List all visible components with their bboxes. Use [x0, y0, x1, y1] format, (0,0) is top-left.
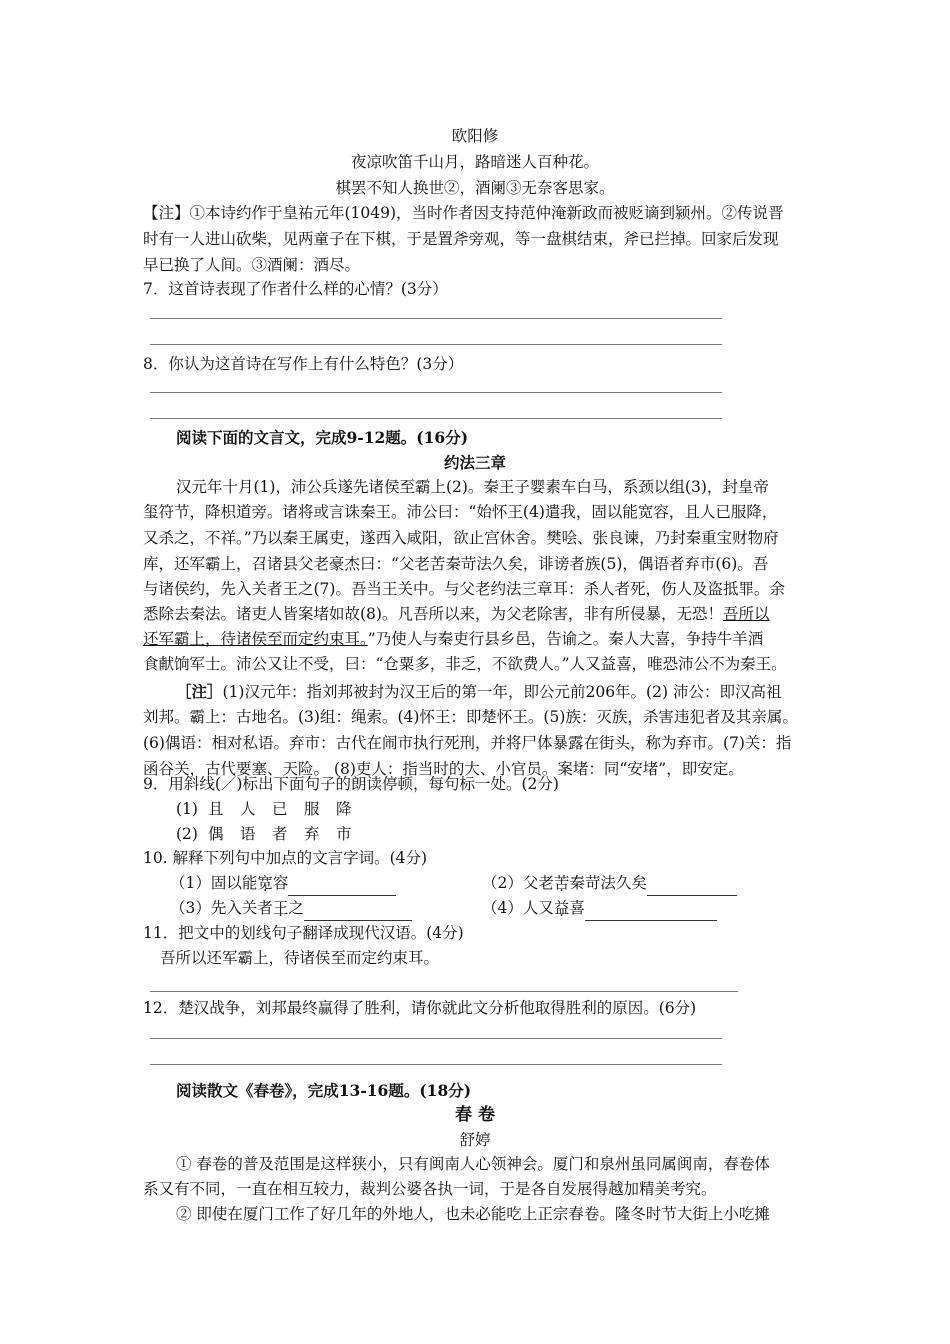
question-8: 8．你认为这首诗在写作上有什么特色？(3分） [143, 355, 464, 373]
q9-s2-char: 语 [240, 825, 256, 843]
question-10: 10. 解释下列句中加点的文言字词。(4分) [143, 849, 428, 867]
answer-line-q12-1[interactable] [150, 1038, 722, 1039]
q10-c-post: 之 [288, 899, 304, 917]
q10-c-dotted-char: 王 [272, 899, 289, 917]
q10-c-pre: 先入关者 [210, 899, 273, 917]
q9-s1-char: 且 [208, 800, 224, 818]
poem-note-1: 【注】①本诗约作于皇祐元年(1049)，当时作者因支持范仲淹新政而被贬谪到颍州。②传说晋 [143, 204, 784, 222]
classical-line-6 [143, 602, 769, 627]
q9-s2-char: 弃 [304, 825, 320, 843]
q10-d-post: 喜 [569, 899, 585, 917]
question-11: 11．把文中的划线句子翻译成现代汉语。(4分) [143, 924, 464, 942]
q9-s1-char: 服 [304, 800, 320, 818]
essay-para-1-line-1: ① 春卷的普及范围是这样狭小，只有闽南人心领神会。厦门和泉州虽同属闽南，春卷体 [176, 1155, 770, 1173]
poem-line-1: 夜凉吹笛千山月，路暗迷人百种花。 [350, 153, 599, 171]
essay-author: 舒婷 [459, 1131, 491, 1149]
answer-line-q11[interactable] [150, 991, 738, 992]
q10-b-blank[interactable] [647, 879, 737, 896]
q9-sentence-1[interactable] [176, 797, 368, 822]
poem-line-2: 棋罢不知人换世②，酒阑③无奈客思家。 [335, 179, 615, 197]
essay-para-2-line-1: ② 即使在厦门工作了好几年的外地人，也未必能吃上正宗春卷。隆冬时节大街上小吃摊 [176, 1205, 770, 1223]
essay-heading: 阅读散文《春卷》，完成13-16题。(18分) [176, 1081, 472, 1100]
classical-note-4: 函谷关，古代要塞、天险。 (8)吏人：指当时的大、小官员。案堵：同“安堵”，即安定。 [143, 760, 744, 778]
underlined-sentence-part-1: 吾所以 [722, 605, 770, 623]
q9-s1-char: 降 [336, 800, 352, 818]
q9-s1-char: 已 [272, 800, 288, 818]
classical-line-6-text: 悉除去秦法。诸吏人皆案堵如故(8)。凡吾所以来，为父老除害，非有所侵暴，无恐！ [143, 605, 723, 623]
q10-d-num: （4） [482, 899, 523, 917]
classical-heading: 阅读下面的文言文，完成9-12题。(16分) [176, 428, 469, 447]
poem-note-3: 早已换了人间。③酒阑：酒尽。 [143, 256, 361, 274]
q11-sentence: 吾所以还军霸上，待诸侯至而定约束耳。 [160, 949, 440, 967]
question-9: 9．用斜线(／)标出下面句子的朗读停顿，每句标一处。(2分) [143, 775, 559, 793]
classical-line-1: 汉元年十月(1)，沛公兵遂先诸侯至霸上(2)。秦王子婴素车白马，系颈以组(3)，封皇帝 [176, 478, 769, 496]
answer-line-q7-2[interactable] [150, 344, 722, 345]
q10-item-4 [482, 896, 717, 921]
classical-note-1-text: (1)汉元年：指刘邦被封为汉王后的第一年，即公元前206年。(2) 沛公：即汉高祖 [222, 683, 782, 701]
q9-s1-num: (1) [176, 800, 198, 818]
classical-line-3: 又杀之，不祥。”乃以秦王属吏，遂西入咸阳，欲止宫休舍。樊哙、张良谏，乃封秦重宝财物府 [143, 529, 779, 547]
q10-c-num: （3） [170, 899, 211, 917]
essay-para-1-line-2: 系又有不同，一直在相互较力，裁判公婆各执一词，于是各自发展得越加精美考究。 [143, 1180, 717, 1198]
q10-a-post: 容 [272, 874, 289, 892]
classical-line-2: 玺符节，降枳道旁。诸将或言诛秦王。沛公曰：“始怀王(4)遣我，固以能宽容，且人已服降， [143, 503, 778, 521]
question-7: 7．这首诗表现了作者什么样的心情？(3分） [143, 280, 448, 298]
poem-note-2: 时有一人进山砍柴，见两童子在下棋，于是置斧旁观，等一盘棋结束，斧已拦掉。回家后发现 [143, 230, 779, 248]
q10-b-dotted-char: 苦 [553, 874, 570, 892]
classical-line-7-text: ”乃使人与秦吏行县乡邑，告谕之。秦人大喜，争持牛羊酒 [367, 630, 764, 648]
q10-d-blank[interactable] [585, 904, 717, 921]
q10-a-pre: 固以能 [210, 874, 258, 892]
q10-b-num: （2） [482, 874, 523, 892]
q9-s2-num: (2) [176, 825, 198, 843]
underlined-sentence-part-2: 还军霸上，待诸侯至而定约束耳。 [143, 630, 368, 648]
answer-line-q7-1[interactable] [150, 318, 722, 319]
classical-note-1 [176, 679, 781, 705]
q10-item-2 [482, 871, 737, 896]
classical-line-7 [143, 627, 763, 652]
q10-a-dotted-char: 宽 [257, 874, 273, 892]
classical-note-2: 刘邦。霸上：古地名。(3)组：绳索。(4)怀王：即楚怀王。(5)族：灭族，杀害违犯者及其亲属。 [143, 708, 798, 726]
q10-b-pre: 父老 [522, 874, 554, 892]
classical-line-4: 库，还军霸上，召诸县父老豪杰曰：“父老苦秦苛法久矣，诽谤者族(5)，偶语者弃市(6)。吾 [143, 555, 769, 573]
q9-s2-char: 偶 [208, 825, 224, 843]
q9-s2-char: 市 [336, 825, 352, 843]
question-12: 12．楚汉战争，刘邦最终赢得了胜利，请你就此文分析他取得胜利的原因。(6分) [143, 999, 697, 1017]
poem-author: 欧阳修 [451, 127, 499, 145]
q10-item-1 [170, 871, 396, 896]
q10-b-post: 秦苛法久矣 [569, 874, 647, 892]
classical-line-8: 食献饷军士。沛公又让不受，曰：“仓粟多，非乏，不欲费人。”人又益喜，唯恐沛公不为秦王。 [143, 655, 787, 673]
note-label: ［注］ [176, 682, 223, 701]
q9-sentence-2[interactable] [176, 822, 368, 847]
q9-s1-char: 人 [240, 800, 256, 818]
q10-c-blank[interactable] [304, 904, 412, 921]
answer-line-q12-2[interactable] [150, 1064, 722, 1065]
q10-a-blank[interactable] [288, 879, 396, 896]
essay-title: 春 卷 [455, 1105, 495, 1125]
q10-a-num: （1） [170, 874, 211, 892]
answer-line-q8-1[interactable] [150, 392, 722, 393]
classical-line-5: 与诸侯约，先入关者王之(7)。吾当王关中。与父老约法三章耳：杀人者死，伤人及盗抵罪。余 [143, 580, 785, 598]
classical-note-3: (6)偶语：相对私语。弃市：古代在闹市执行死刑，并将尸体暴露在街头，称为弃市。(7)关：指 [143, 734, 792, 752]
q9-s2-char: 者 [272, 825, 288, 843]
q10-d-dotted-char: 益 [553, 899, 570, 917]
q10-d-pre: 人又 [522, 899, 554, 917]
classical-title: 约法三章 [443, 453, 506, 472]
answer-line-q8-2[interactable] [150, 418, 722, 419]
q10-item-3 [170, 896, 412, 921]
